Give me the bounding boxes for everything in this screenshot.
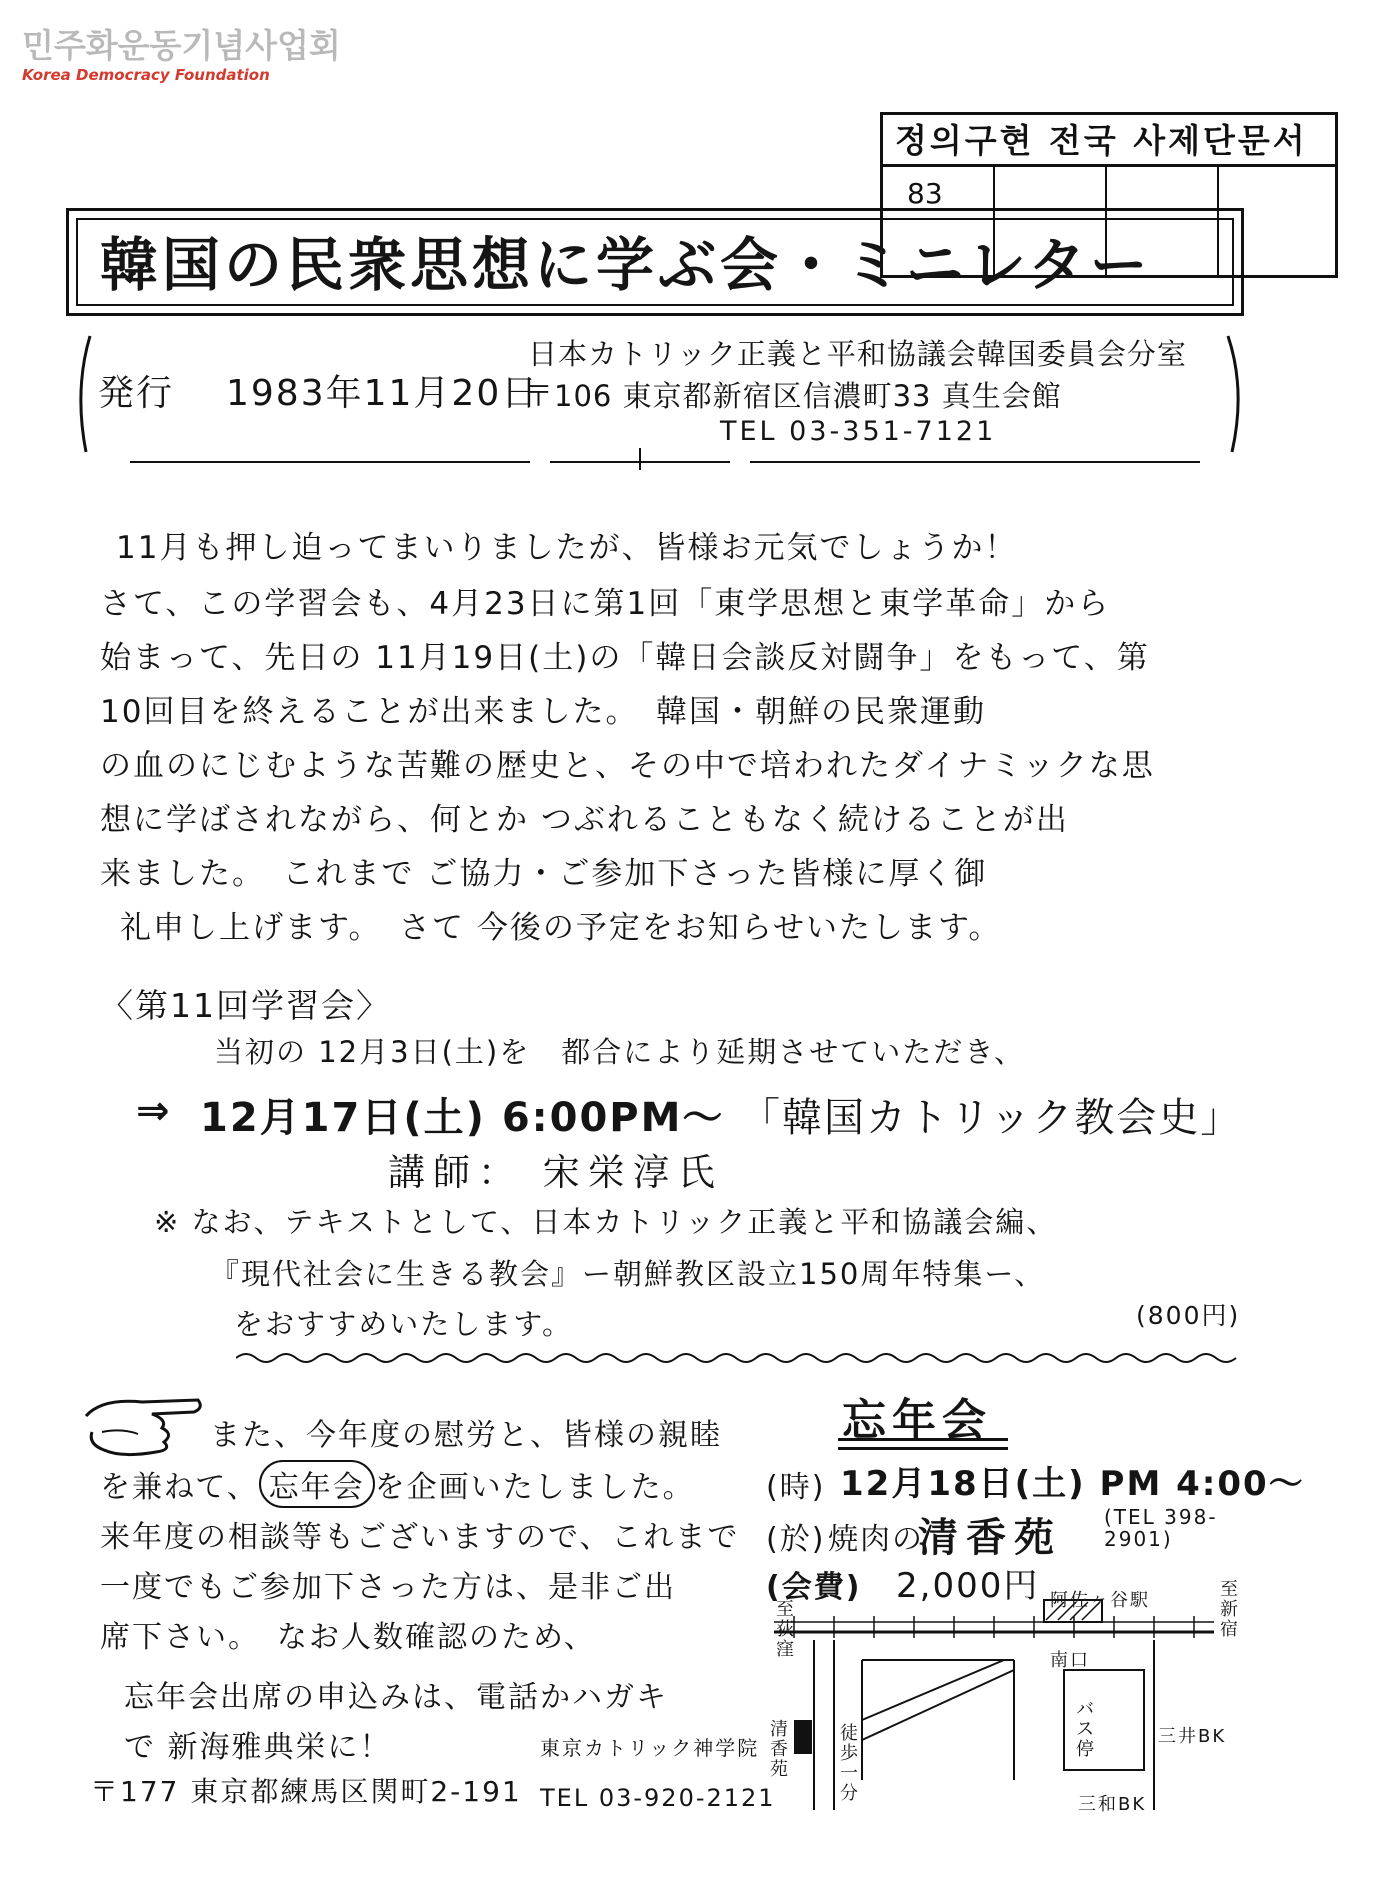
wavy-divider — [236, 1348, 1256, 1368]
fee-amount: 2,000円 — [896, 1566, 1040, 1606]
intro-line: 礼申し上げます。 さて 今後の予定をお知らせいたします。 — [120, 910, 1002, 946]
session-topic: 「韓国カトリック教会史」 — [740, 1095, 1243, 1141]
time-label: (時) — [766, 1470, 826, 1505]
book-price: (800円) — [1136, 1301, 1241, 1330]
party-text — [100, 1460, 695, 1508]
party-text-pre: を兼ねて、 — [100, 1470, 259, 1505]
party-title-underline — [838, 1438, 1008, 1450]
map-bank-mitsui: 三井BK — [1158, 1726, 1227, 1747]
pointing-hand-icon — [82, 1388, 202, 1458]
party-title: 忘年会 — [842, 1395, 992, 1446]
place-name: 清香苑 — [918, 1515, 1062, 1561]
intro-line: 11月も押し迫ってまいりましたが、皆様お元気でしょうか！ — [116, 530, 1018, 566]
session-speaker: 講師： 宋栄淳氏 — [388, 1151, 723, 1194]
party-text: 席下さい。 なお人数確認のため、 — [100, 1620, 596, 1655]
map-shop: 清香苑 — [770, 1719, 790, 1780]
publisher-org: 日本カトリック正義と平和協議会韓国委員会分室 — [528, 337, 1187, 371]
contact-name: で 新海雅典栄に！ — [124, 1730, 392, 1765]
fee-label: (会費) — [766, 1570, 862, 1605]
party-text: また、今年度の慰労と、皆様の親睦 — [210, 1418, 722, 1453]
watermark-korean: 민주화운동기념사업회 — [22, 26, 341, 65]
bonenkai-circled: 忘年会 — [259, 1460, 375, 1508]
session-datetime: 12月17日(土) 6:00PM～ — [200, 1095, 725, 1141]
publisher-tel: TEL 03-351-7121 — [720, 416, 997, 447]
map-bus-stop: バス停 — [1076, 1699, 1096, 1760]
intro-line: 始まって、先日の 11月19日(土)の「韓日会談反対闘争」をもって、第 — [100, 640, 1150, 676]
publish-date: 1983年11月20日 — [226, 373, 540, 414]
map-station: 阿佐ヶ谷駅 — [1050, 1590, 1150, 1611]
text-note: をおすすめいたします。 — [234, 1307, 573, 1341]
page-title: 韓国の民衆思想に学ぶ会・ミニレター — [100, 231, 1152, 299]
map-south-exit: 南口 — [1050, 1650, 1090, 1671]
map-walk: 徒歩一分 — [840, 1723, 860, 1804]
watermark-english: Korea Democracy Foundation — [22, 66, 270, 84]
contact-address: 〒177 東京都練馬区関町2-191 — [90, 1775, 522, 1808]
party-text: 忘年会出席の申込みは、電話かハガキ — [124, 1680, 668, 1715]
party-text: 来年度の相談等もございますので、これまで — [100, 1520, 740, 1555]
stamp-label: 정의구현 전국 사제단문서 — [883, 115, 1335, 167]
stamp-number: 83 — [907, 177, 943, 210]
place-label: (於) — [766, 1522, 826, 1557]
map-to-shinjuku: 至新宿 — [1220, 1579, 1240, 1640]
intro-line: 想に学ばされながら、何とか つぶれることもなく続けることが出 — [100, 802, 1069, 838]
publisher-address: 〒106 東京都新宿区信濃町33 真生会館 — [524, 379, 1062, 413]
map-bank-sanwa: 三和BK — [1078, 1794, 1147, 1815]
party-text-post: を企画いたしました。 — [374, 1470, 695, 1505]
session-heading: 〈第11回学習会〉 — [100, 986, 391, 1025]
intro-line: さて、この学習会も、4月23日に第1回「東学思想と東学革命」から — [100, 586, 1111, 622]
text-note: ※ なお、テキストとして、日本カトリック正義と平和協議会編、 — [154, 1205, 1058, 1239]
arrow-right-icon: ⇒ — [136, 1088, 172, 1134]
session-postponed: 当初の 12月3日(土)を 都合により延期させていただき、 — [214, 1035, 1026, 1069]
text-note: 『現代社会に生きる教会』ー朝鮮教区設立150周年特集ー、 — [210, 1257, 1046, 1291]
intro-line: 10回目を終えることが出来ました。 韓国・朝鮮の民衆運動 — [100, 694, 986, 730]
contact-tel: TEL 03-920-2121 — [540, 1784, 776, 1812]
contact-seminary: 東京カトリック神学院 — [540, 1736, 760, 1760]
party-time: 12月18日(土) PM 4:00～ — [840, 1464, 1305, 1504]
map-to-ogikubo: 至荻窪 — [776, 1599, 796, 1660]
publish-label: 発行 — [98, 373, 175, 414]
intro-line: の血のにじむような苦難の歴史と、その中で培われたダイナミックな思 — [100, 748, 1155, 784]
place-prefix: 焼肉の — [828, 1522, 924, 1557]
place-tel: (TEL 398-2901) — [1104, 1505, 1218, 1551]
party-text: 一度でもご参加下さった方は、是非ご出 — [100, 1570, 676, 1605]
intro-line: 来ました。 これまで ご協力・ご参加下さった皆様に厚く御 — [100, 856, 988, 892]
